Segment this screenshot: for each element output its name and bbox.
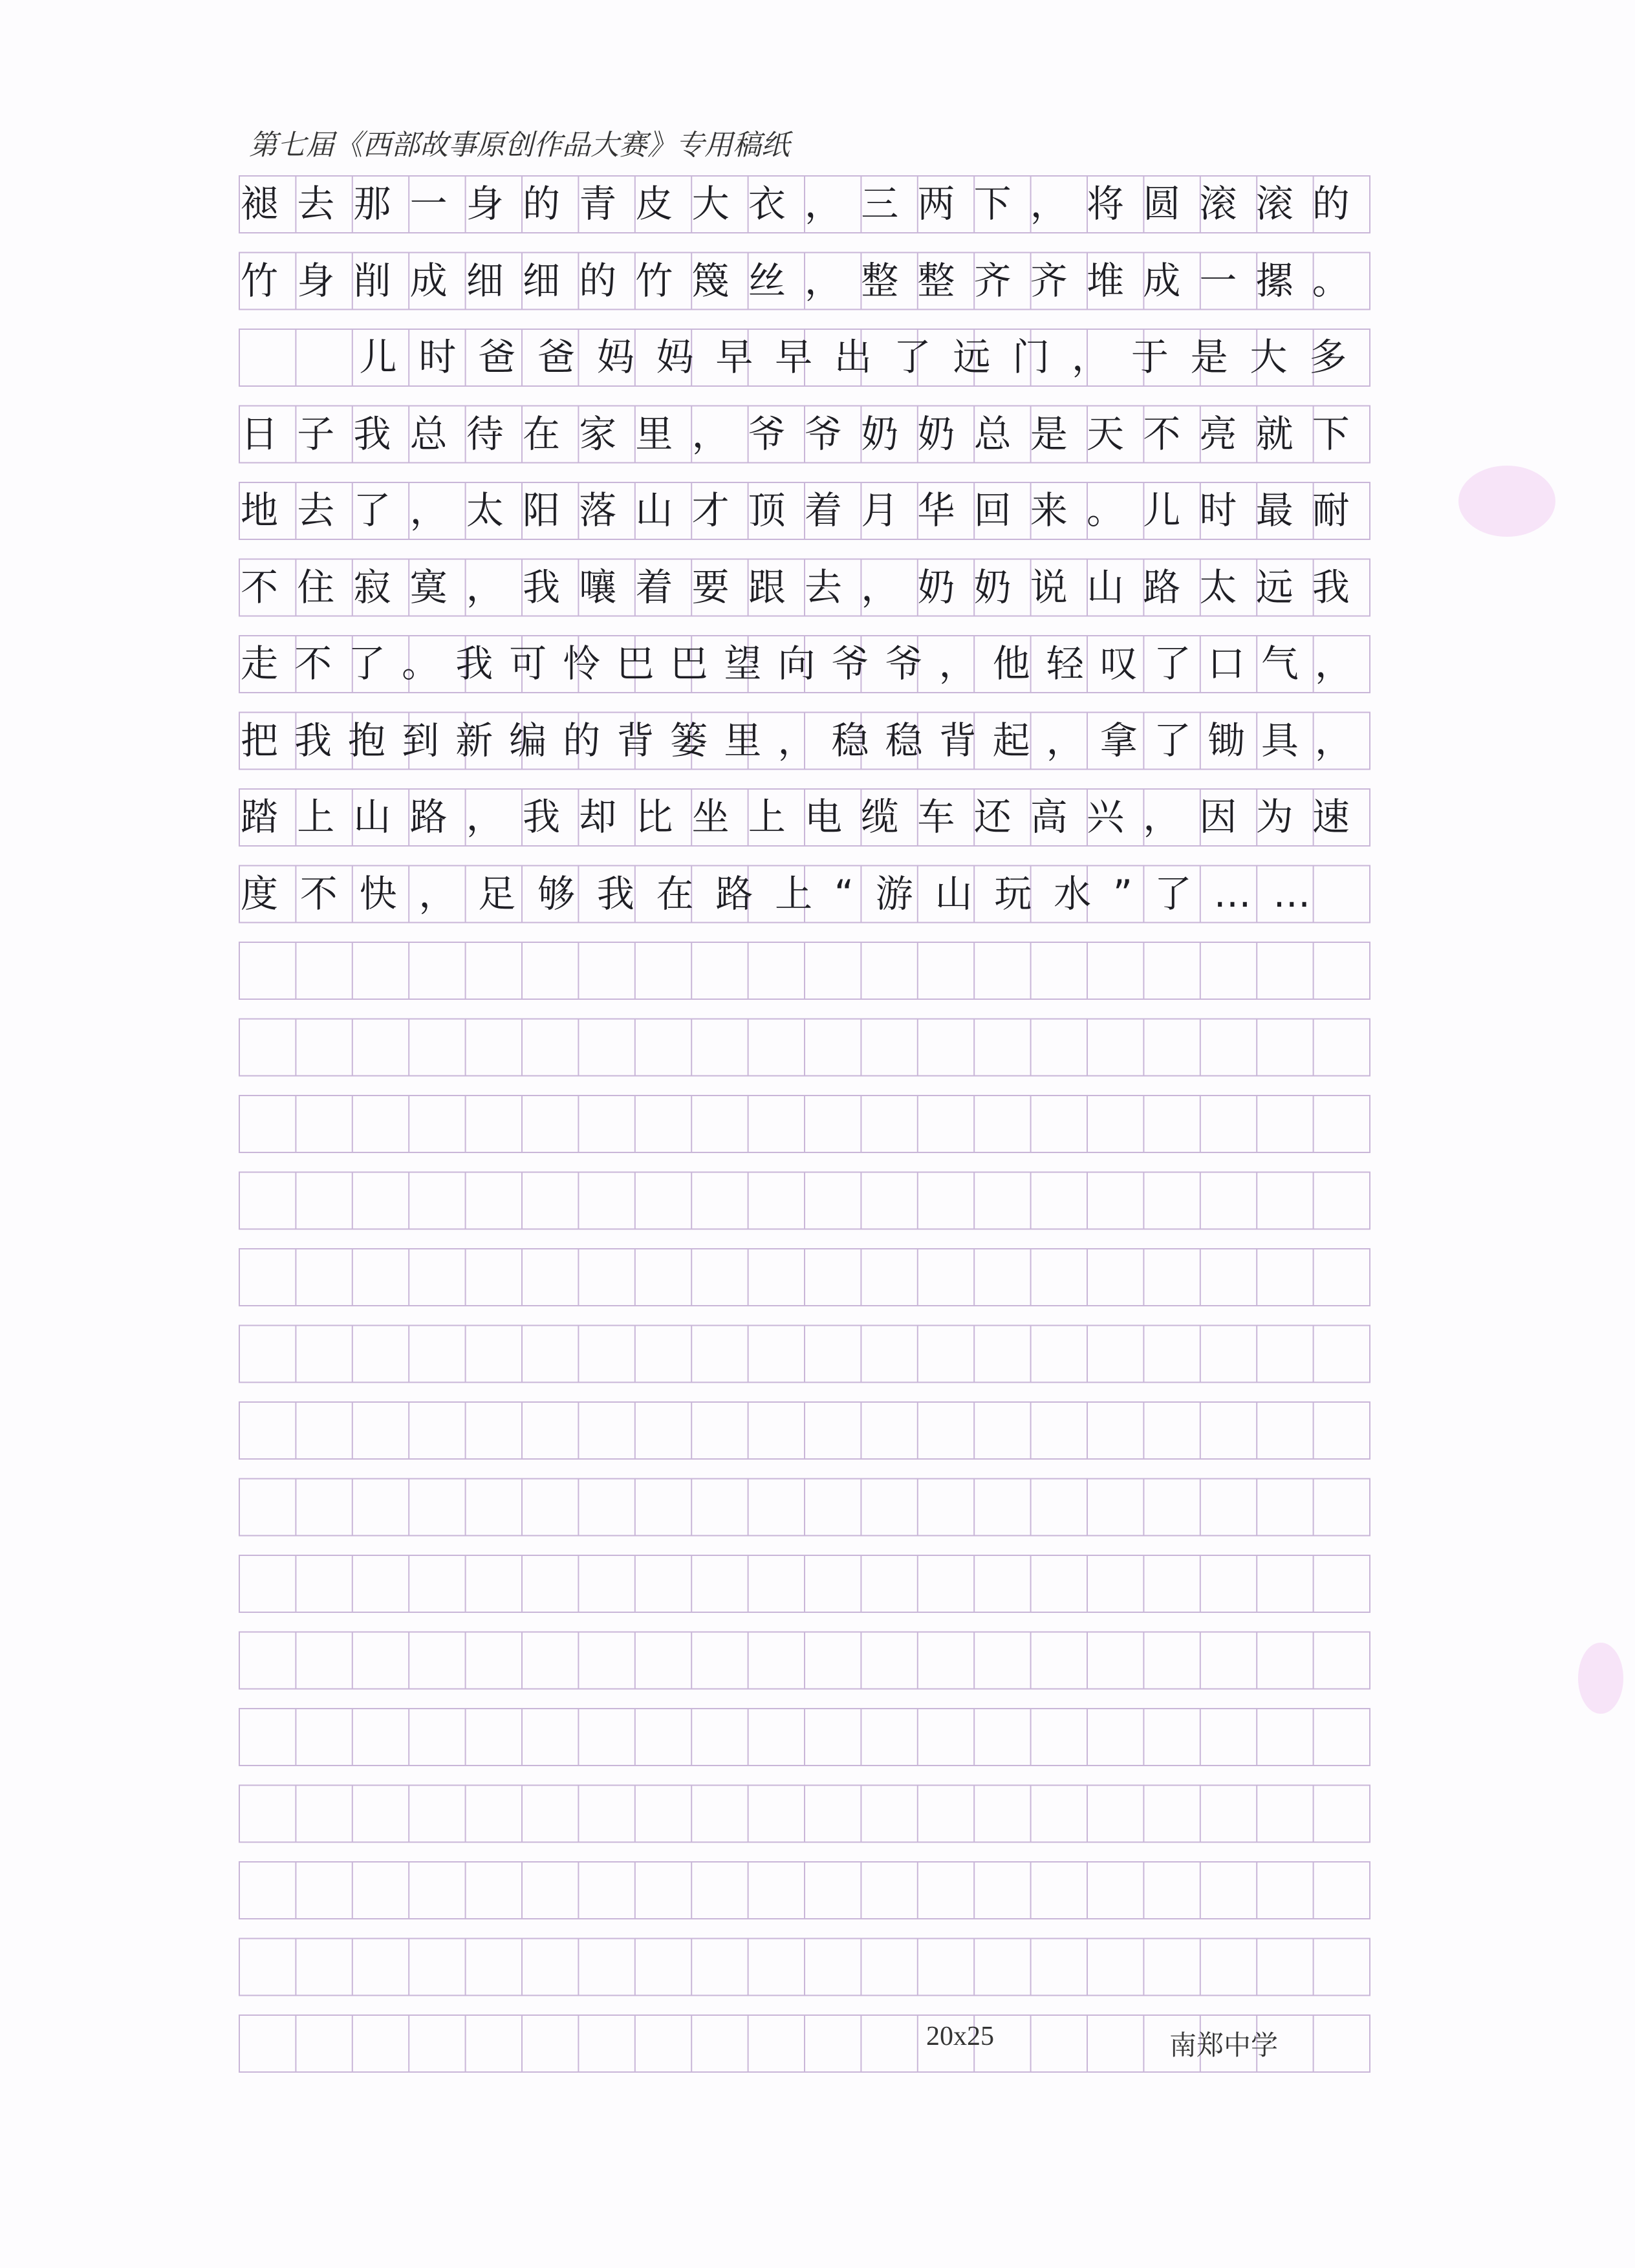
- paper-format-label: 20x25: [926, 2022, 994, 2051]
- essay-line: 度不快，足够我在路上“游山玩水”了……: [241, 871, 1333, 916]
- ink-stain: [1458, 466, 1555, 537]
- essay-line: 不住寂寞，我嚷着要跟去，奶奶说山路太远我: [241, 565, 1369, 609]
- essay-line: 把我抱到新编的背篓里，稳稳背起，拿了锄具，: [241, 718, 1369, 762]
- essay-line: 儿时爸爸妈妈早早出了远门，于是大多: [241, 335, 1369, 379]
- essay-line: 褪去那一身的青皮大衣，三两下，将圆滚滚的: [241, 182, 1369, 226]
- essay-line: 竹身削成细细的竹篾丝，整整齐齐堆成一摞。: [241, 258, 1369, 303]
- paper-header-title: 第七届《西部故事原创作品大赛》专用稿纸: [249, 129, 790, 162]
- essay-line: 日子我总待在家里，爷爷奶奶总是天不亮就下: [241, 411, 1369, 456]
- essay-line: 走不了。我可怜巴巴望向爷爷，他轻叹了口气，: [241, 642, 1369, 686]
- ink-stain: [1578, 1643, 1623, 1714]
- essay-line: 地去了，太阳落山才顶着月华回来。儿时最耐: [241, 488, 1369, 532]
- essay-line: 踏上山路，我却比坐上电缆车还高兴，因为速: [241, 795, 1369, 839]
- school-name: 南郑中学: [1169, 2029, 1279, 2061]
